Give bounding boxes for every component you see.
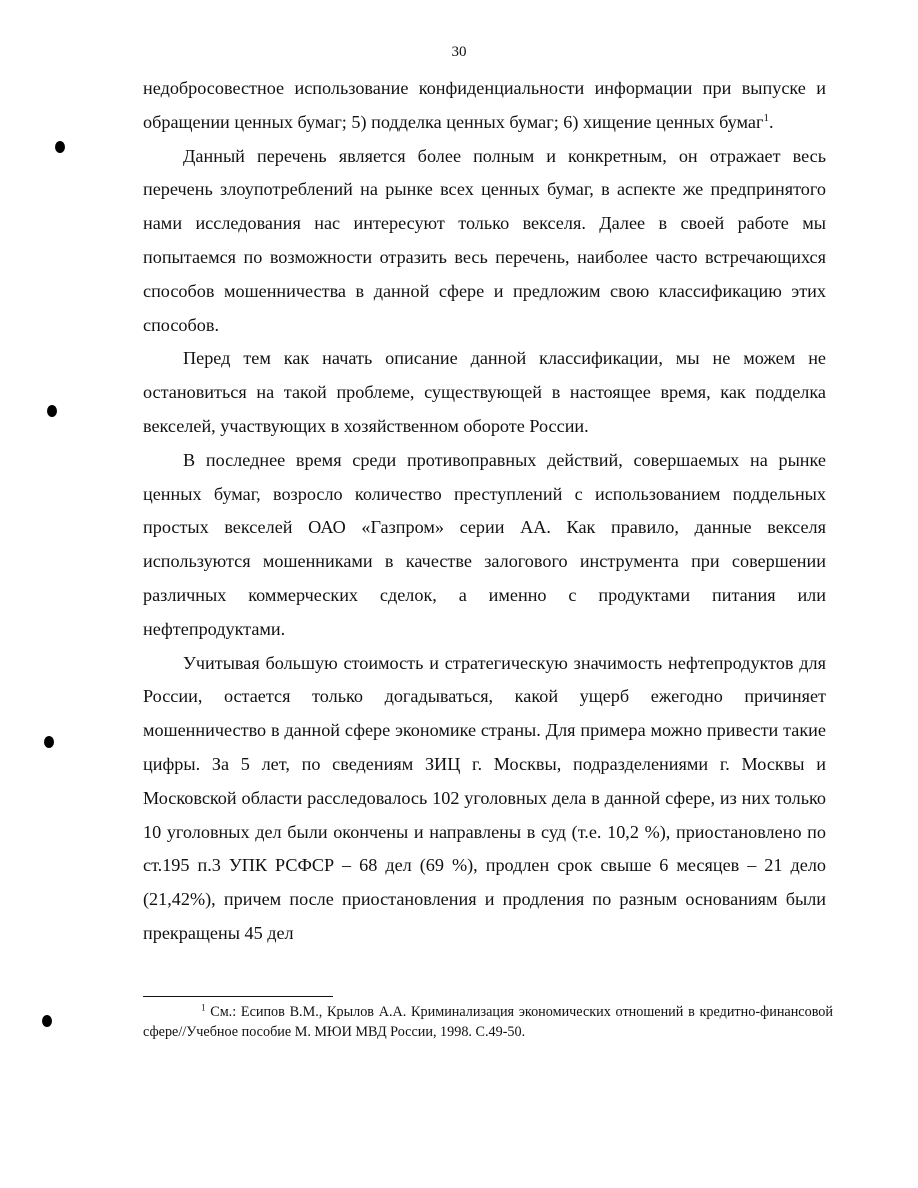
footnote-text: См.: Есипов В.М., Крылов А.А. Криминализация экономических отношений в кредитно-финансовой сфере//Учебное пособие М. МЮИ МВД России, 1998. С.49-50. xyxy=(143,1004,833,1040)
paragraph-1 xyxy=(143,72,826,140)
paragraph-3: Перед тем как начать описание данной классификации, мы не можем не остановиться на такой проблеме, существующей в настоящее время, как подделка векселей, участвующих в хозяйственном обороте России. xyxy=(143,348,826,436)
binder-hole-3 xyxy=(44,736,54,748)
body-text xyxy=(143,72,826,951)
paragraph-1-text: недобросовестное использование конфиденциальности информации при выпуске и обращении ценных бумаг; 5) подделка ценных бумаг; 6) хищение ценных бумаг xyxy=(143,78,826,132)
footnote-separator xyxy=(143,996,333,997)
paragraph-5: Учитывая большую стоимость и стратегическую значимость нефтепродуктов для России, остается только догадываться, какой ущерб ежегодно причиняет мошенничество в данной сфере экономике страны. Для примера можно привести такие цифры. За 5 лет, по сведениям ЗИЦ г. Москвы, подразделениями г. Москвы и Московской области расследовалось 102 уголовных дела в данной сфере, из них только 10 уголовных дел были окончены и направлены в суд (т.е. 10,2 %), приостановлено по ст.195 п.3 УПК РСФСР – 68 дел (69 %), продлен срок свыше 6 месяцев – 21 дело (21,42%), причем после приостановления и продления по разным основаниям были прекращены 45 дел xyxy=(143,652,826,943)
page-number: 30 xyxy=(451,44,467,60)
footnote-reference: 1 xyxy=(763,111,769,124)
binder-hole-1 xyxy=(55,141,65,153)
footnote-marker: 1 xyxy=(201,1002,206,1013)
paragraph-2: Данный перечень является более полным и конкретным, он отражает весь перечень злоупотреблений на рынке всех ценных бумаг, в аспекте же предпринятого нами исследования нас интересуют только векселя. Далее в своей работе мы попытаемся по возможности отразить весь перечень, наиболее часто встречающихся способов мошенничества в данной сфере и предложим свою классификацию этих способов. xyxy=(143,145,826,335)
paragraph-4: В последнее время среди противоправных действий, совершаемых на рынке ценных бумаг, возросло количество преступлений с использованием поддельных простых векселей ОАО «Газпром» серии АА. Как правило, данные векселя используются мошенниками в качестве залогового инструмента при совершении различных коммерческих сделок, а именно с продуктами питания или нефтепродуктами. xyxy=(143,449,826,639)
binder-hole-4 xyxy=(42,1015,52,1027)
footnote xyxy=(143,1002,833,1042)
binder-hole-2 xyxy=(47,405,57,417)
paragraph-1-end: . xyxy=(768,111,774,132)
